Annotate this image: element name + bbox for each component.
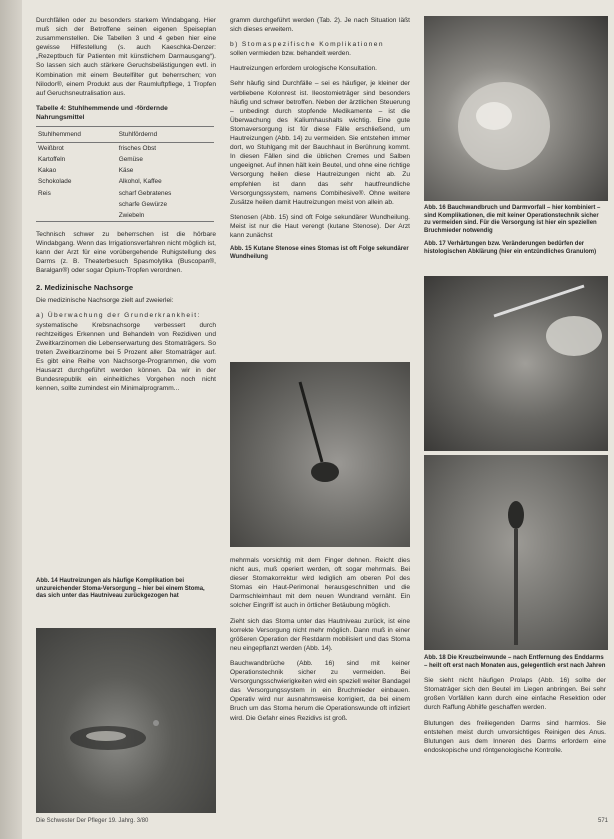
stenosis-image [230,362,410,547]
figure-17-photo [424,276,608,451]
table-cell: scharfe Gewürze [118,200,168,208]
figure-caption: Abb. 15 Kutane Stenose eines Stomas ist oft Folge sekundärer Wundheilung [230,246,409,260]
figure-14-photo [36,628,216,813]
sacral-wound-image [424,455,608,650]
table-title: Tabelle 4: Stuhlhemmende und -fördernde Nahrungsmittel [36,104,168,121]
paragraph: Blutungen des freiliegenden Darms sind harmlos. Sie entstehen meist durch unvorsichtiges Reinigen des Anus. Blutungen aus dem Inneren des Darms erfordern eine endoskopische und röntgenologische Kontrolle. [424,719,606,754]
table-cell: Alkohol, Kaffee [118,178,162,186]
figure-caption: Abb. 17 Verhärtungen bzw. Veränderungen bedürfen der histologischen Abklärung (hier ein entzündliches Granulom) [424,241,597,255]
section-heading: 2. Medizinische Nachsorge [36,283,134,293]
table-row [36,188,214,199]
table-row [36,143,214,155]
table-row [36,199,214,210]
subsection-label: b) Stomaspezifische Komplikationen [230,41,384,49]
caption-block [36,578,216,601]
paragraph: Technisch schwer zu beherrschen ist die hörbare Windabgang. Wenn das Irrigationsverfahren nicht möglich ist, kann der Arzt für eine vorübergehende Ruhigstellung des Darms (z. B. Theaterbesuch Spasmolytika (Buscopan®, Baralgan®) oder sogar Opium-Tropfen verordnen. [36,230,216,275]
figure-15-photo [230,362,410,547]
column-2 [230,16,410,261]
table-header: Stuhlfördernd [117,127,214,143]
page-gutter-shadow [0,0,22,839]
paragraph: Sehr häufig sind Durchfälle – sei es häufiger, je kleiner der verbliebene Kolonrest ist. Ileostomieträger sind besonders häufig und schwer betroffen. Neben der ärztlichen Steuerung – unbedingt durch stopfende Medikamente – ist die Überwachung des Kaliumhaushalts wichtig. Eine gute Stomaversorgung ist für diese Fälle erschließend, um Hautreizungen (Abb. 14) zu vermeiden. Sie entstehen immer dort, wo Stuhlgang mit der Bauchhaut in Berührung kommt. In diesen Fällen sind die üblichen Cremes und Salben ungeeignet. Auf ihnen hält kein Beutel, und ohne eine richtige Versorgung heilen diese Hautreizungen nicht ab. Zu empfehlen ist dann das sehr hautfreundliche Versorgungssystem, namens Combihesive®. Ohne weitere Zusätze heilen damit Hautreizungen meist von allein ab. [230,80,410,206]
table-row [36,154,214,165]
figure-18-photo [424,455,608,650]
figure-caption: Abb. 16 Bauchwandbruch und Darmvorfall – hier kombiniert – sind Komplikationen, die mit keiner Operationstechnik sicher zu vermeiden sind. Für die Versorgung ist hier ein speziellen Bruchmieder notwendig [424,205,601,234]
page-footer [36,818,608,824]
table-cell: Kartoffeln [38,156,66,164]
table-row [36,210,214,222]
paragraph: systematische Krebsnachsorge verbessert durch rechtzeitiges Erkennen und Behandeln von Rezidiven und Zweitkarzinomen die Lebenserwartung des Stomaträgers. So treten Zweitkarzinome bei 5 Prozent aller Stomaträger auf. Es gibt eine Reihe von Nachsorge-Programmen, die vom Hausarzt durchgeführt werden können. Da wir in der Bundesrepublik ein einheitliches Vorgehen noch nicht kennen, sollte zumindest ein Minimalprogramm... [36,321,216,393]
hernia-prolapse-image [424,16,608,201]
paragraph: gramm durchgeführt werden (Tab. 2). Je nach Situation läßt sich dieses erweitern. [230,17,410,34]
table-cell: Schokolade [38,178,72,186]
page-number: 571 [597,818,608,824]
table-cell: scharf Gebratenes [118,189,172,197]
table-row [36,176,214,187]
skin-irritation-image [36,628,216,813]
figure-caption: Abb. 18 Die Kreuzbeinwunde – nach Entfernung des Enddarms – heilt oft erst nach Monaten aus, gelegentlich erst nach Jahren [424,655,606,669]
table-row [36,165,214,176]
paragraph: Hautreizungen erfordern urologische Konsultation. [230,65,377,73]
paragraph: Bauchwandbrüche (Abb. 16) sind mit keiner Operationstechnik sicher zu vermeiden. Bei Versorgungsschwierigkeiten wird ein speziell weiter Bandagel das Versorgungssystem in ein Bruchmieder einbauen. Operativ wird nur ausnahmsweise korrigiert, da bei einem Bruch um das Stoma herum die Operationswunde oft infiziert wird. Die Gefahr eines Rezidivs ist groß. [230,659,410,722]
paragraph: Durchfällen oder zu besonders starkem Windabgang. Hier muß sich der Betroffene seinen eigenen Speiseplan zusammenstellen. Die Tabellen 3 und 4 geben hier eine gewisse Hilfestellung (s. auch Kaeschka-Denzer: „Rezeptbuch für Patienten mit künstlichem Darmausgang“). So lassen sich auch stärkere Geruchsbelästigungen evtl. in Kombination mit einem Beutelfilter gut beherrschen; von Nilodor®, einem Produkt aus der Raumluftpflege, 1 Tropfen auf Geruchsneutralisation aus. [36,17,216,97]
table-header: Stuhlhemmend [36,127,117,143]
paragraph: Stenosen (Abb. 15) sind oft Folge sekundärer Wundheilung. Meist ist nur die Haut verengt (kutane Stenose). Der Arzt kann zunächst [230,213,410,239]
paragraph: Die medizinische Nachsorge zielt auf zweierlei: [36,297,174,305]
column-3-text [424,655,606,761]
table-cell: Gemüse [118,156,143,164]
table-cell: frisches Obst [118,145,157,153]
table-cell: Reis [38,189,51,197]
subsection-label: a) Überwachung der Grunderkrankheit: [36,312,201,320]
table-cell: Weißbrot [38,145,64,153]
table-cell: Zwiebeln [118,211,145,219]
column-2-continued [230,556,410,729]
table-cell: Käse [118,167,134,175]
granuloma-image [424,276,608,451]
food-table [36,126,214,222]
figure-caption: Abb. 14 Hautreizungen als häufige Komplikation bei unzureichender Stoma-Versorgung – hier bei einem Stoma, das sich unter das Hautniveau zurückgezogen hat [36,578,205,600]
paragraph: Zieht sich das Stoma unter das Hautniveau zurück, ist eine korrekte Versorgung nicht mehr möglich. Dann muß in einer größeren Operation der Restdarm mobilisiert und das Stoma neu eingepflanzt werden (Abb. 14). [230,617,410,652]
table-cell [36,210,117,222]
caption-block [424,205,606,257]
journal-citation: Die Schwester Der Pfleger 19. Jahrg. 3/80 [36,818,149,824]
table-cell: Kakao [38,167,57,175]
figure-16-photo [424,16,608,201]
table-cell [36,199,117,210]
paragraph: mehrmals vorsichtig mit dem Finger dehnen. Reicht dies nicht aus, muß operiert werden, oft sogar mehrmals. Bei dieser Stomakorrektur wird lediglich am oberen Pol des Stomas ein Haut-Perimonal herausgeschnitten und die Darmschleimhaut mit dem neuen Wundrand vernäht. Ein solcher Eingriff ist auch in örtlicher Betäubung möglich. [230,557,410,610]
paragraph: sollen vermieden bzw. behandelt werden. [230,50,351,58]
paragraph: Sie sieht nicht häufigen Prolaps (Abb. 16) sollte der Stomaträger sich den Beutel im Liegen anbringen. Bei sehr großen Vorfällen kann durch eine einfache Resektion oder durch Raffung Abhilfe geschaffen werden. [424,677,606,712]
column-1 [36,16,216,399]
